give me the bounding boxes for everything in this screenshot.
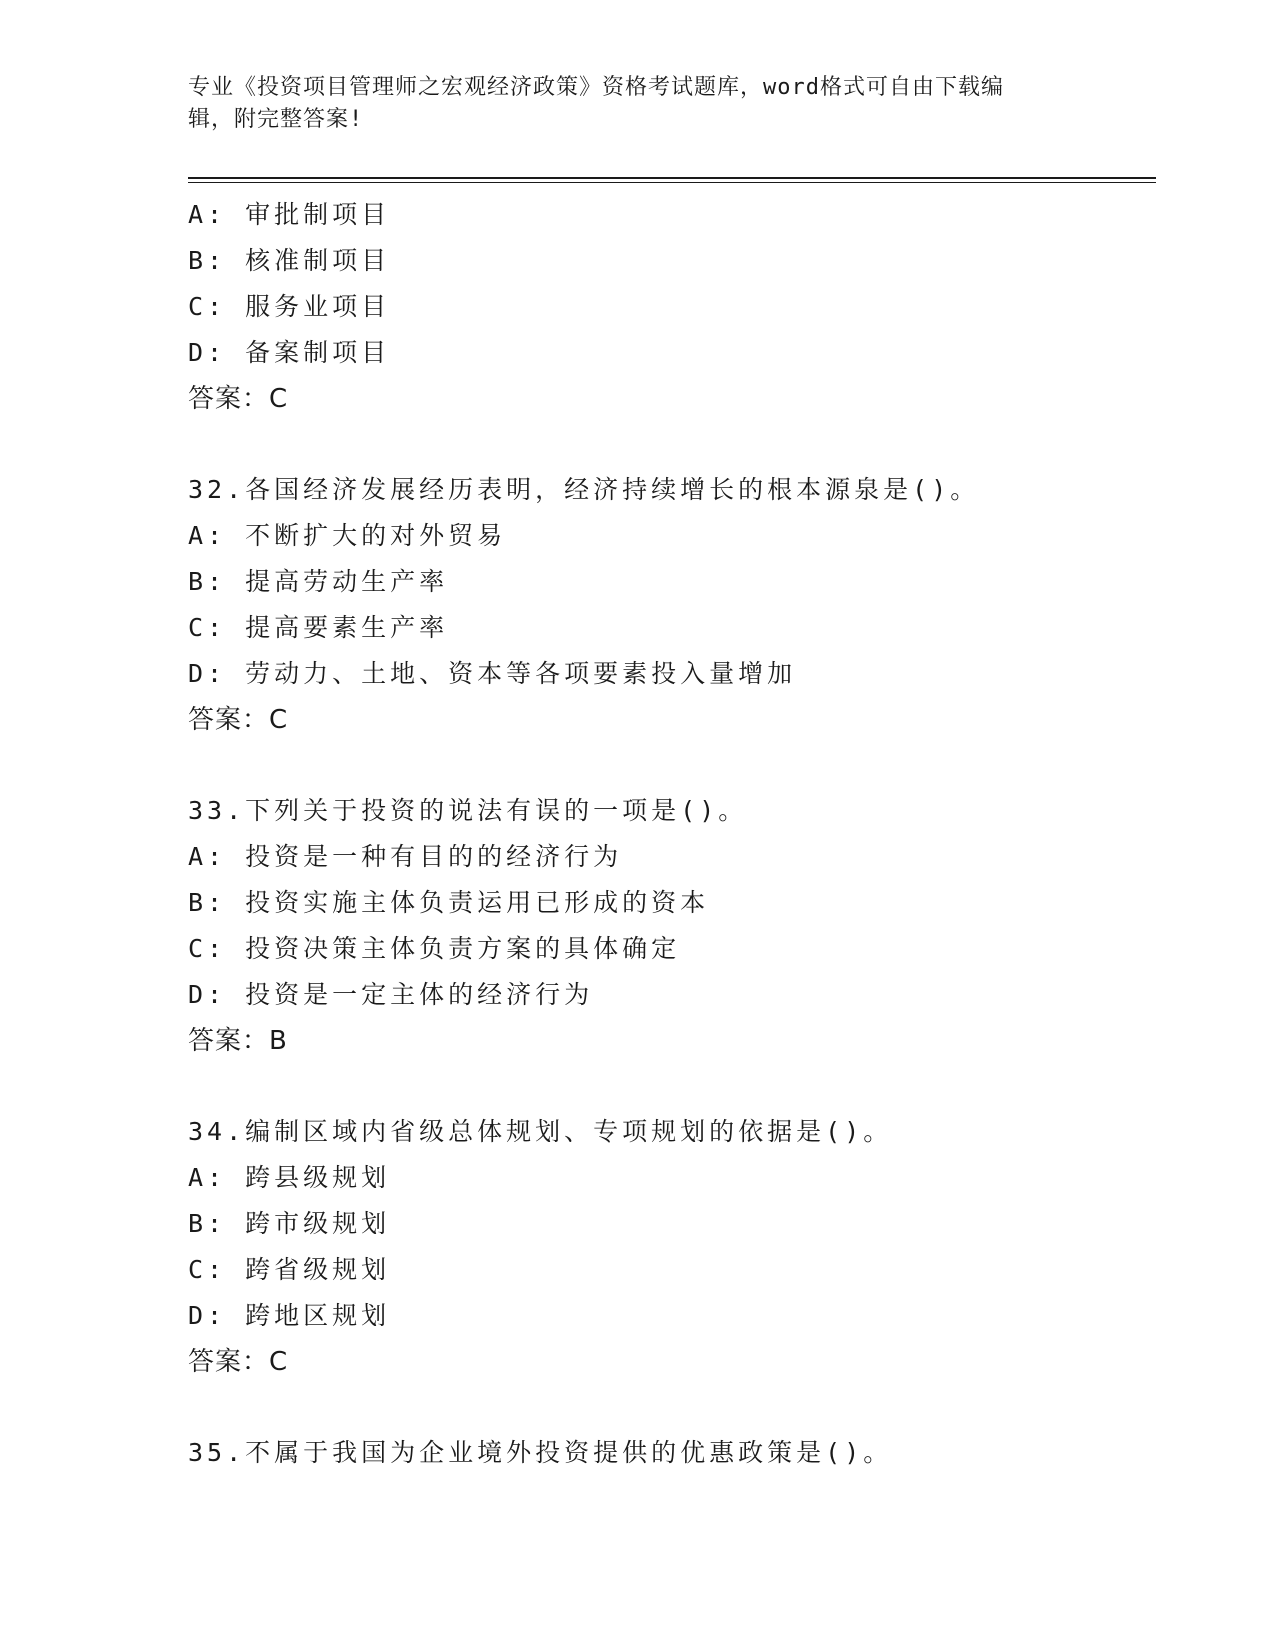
option-a: A: 跨县级规划 xyxy=(188,1163,391,1192)
option-d: D: 投资是一定主体的经济行为 xyxy=(188,980,594,1009)
option-c: C: 投资决策主体负责方案的具体确定 xyxy=(188,934,681,963)
option-d: D: 跨地区规划 xyxy=(188,1301,391,1330)
option-c: C: 跨省级规划 xyxy=(188,1255,391,1284)
header-line-2: 辑，附完整答案! xyxy=(188,107,364,132)
option-b: B: 提高劳动生产率 xyxy=(188,567,449,596)
answer-line: 答案：C xyxy=(188,384,289,414)
option-b: B: 投资实施主体负责运用已形成的资本 xyxy=(188,888,710,917)
question-block xyxy=(188,788,1156,1064)
question-block xyxy=(188,1430,1156,1476)
option-c: C: 提高要素生产率 xyxy=(188,613,449,642)
question-text: 35.不属于我国为企业境外投资提供的优惠政策是()。 xyxy=(188,1438,893,1467)
option-c: C: 服务业项目 xyxy=(188,292,391,321)
option-a: A: 投资是一种有目的的经济行为 xyxy=(188,842,623,871)
answer-line: 答案：B xyxy=(188,1026,288,1056)
option-d: D: 备案制项目 xyxy=(188,338,391,367)
option-a: A: 审批制项目 xyxy=(188,200,391,229)
answer-line: 答案：C xyxy=(188,705,289,735)
question-block xyxy=(188,467,1156,743)
document-header xyxy=(188,72,1088,136)
question-text: 32.各国经济发展经历表明，经济持续增长的根本源泉是()。 xyxy=(188,475,980,504)
question-text: 34.编制区域内省级总体规划、专项规划的依据是()。 xyxy=(188,1117,893,1146)
option-b: B: 核准制项目 xyxy=(188,246,391,275)
option-a: A: 不断扩大的对外贸易 xyxy=(188,521,507,550)
option-b: B: 跨市级规划 xyxy=(188,1209,391,1238)
option-d: D: 劳动力、土地、资本等各项要素投入量增加 xyxy=(188,659,797,688)
header-divider xyxy=(188,177,1156,183)
question-block xyxy=(188,192,1156,422)
header-line-1: 专业《投资项目管理师之宏观经济政策》资格考试题库，word格式可自由下载编 xyxy=(188,75,1004,100)
answer-line: 答案：C xyxy=(188,1347,289,1377)
question-list xyxy=(188,192,1156,1476)
question-text: 33.下列关于投资的说法有误的一项是()。 xyxy=(188,796,748,825)
question-block xyxy=(188,1109,1156,1385)
